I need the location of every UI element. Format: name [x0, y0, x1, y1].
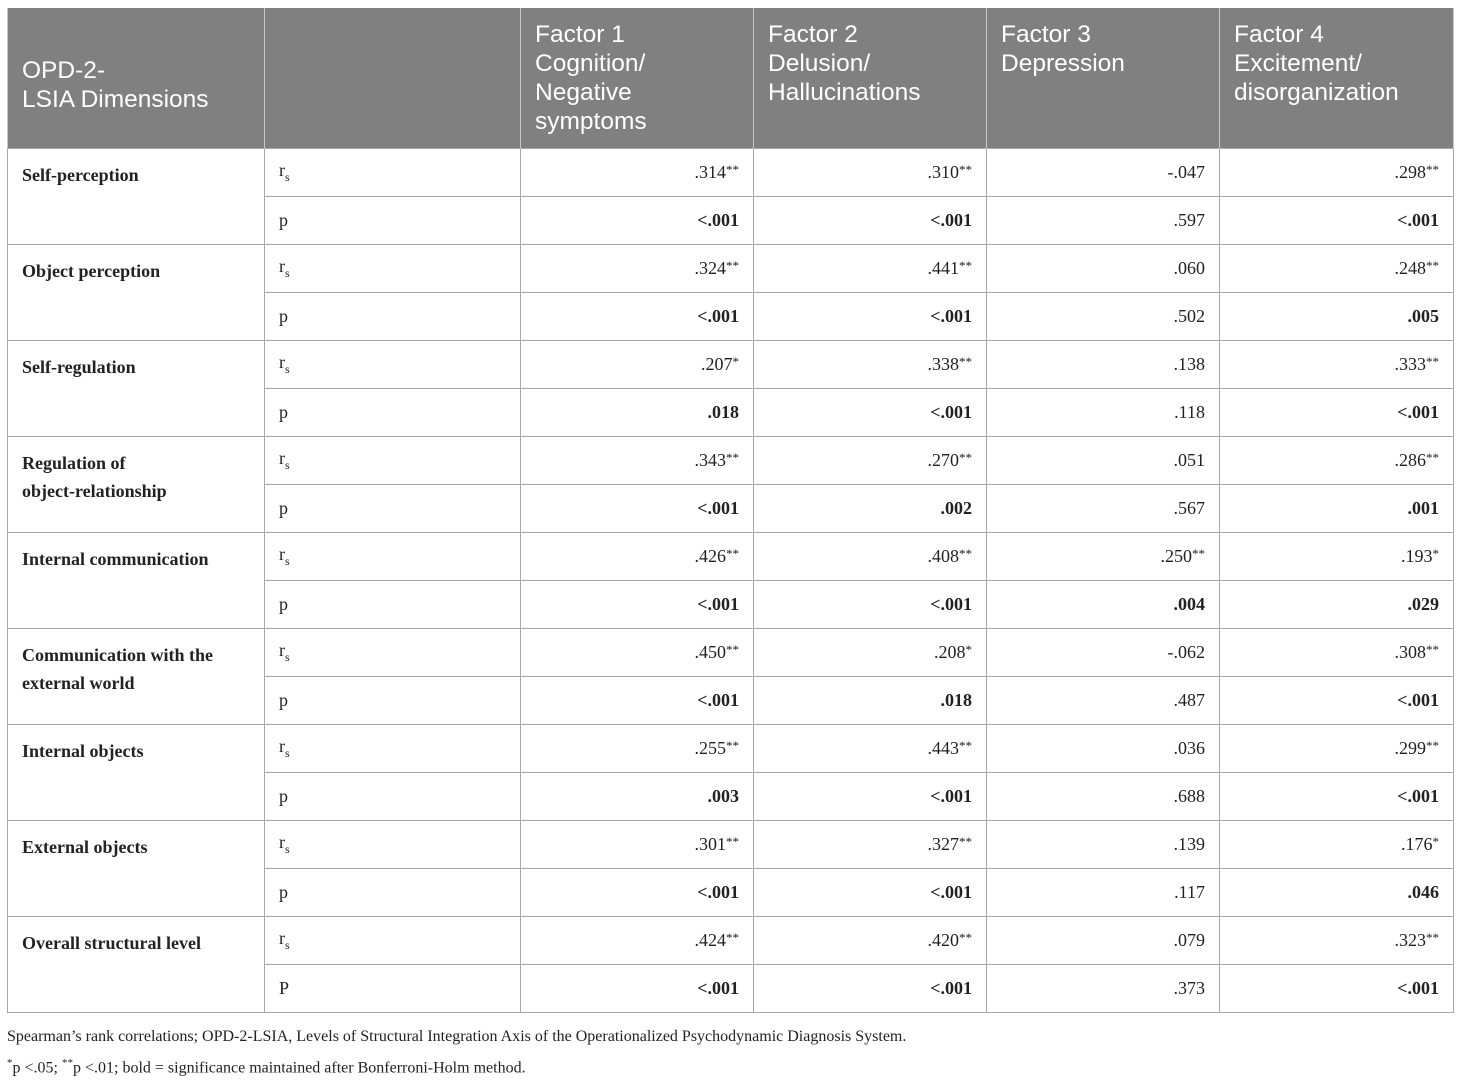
correlation-value	[1220, 821, 1454, 869]
correlation-value	[754, 917, 987, 965]
correlation-value	[987, 437, 1220, 485]
correlation-value	[754, 725, 987, 773]
column-header-3	[754, 8, 987, 149]
dimension-label	[8, 533, 265, 629]
correlation-value	[754, 437, 987, 485]
dimension-label-line: Self-perception	[22, 165, 139, 185]
correlation-number: .324	[694, 258, 726, 278]
dimension-label	[8, 821, 265, 917]
p-value: .003	[521, 773, 754, 821]
column-header-line: Factor 1	[535, 21, 625, 48]
significance-marker: **	[959, 354, 972, 369]
footnote-line-1: Spearman’s rank correlations; OPD-2-LSIA, Levels of Structural Integration Axis of the Operationalized Psychodynamic Diagnosis System.	[7, 1028, 907, 1045]
correlation-value	[987, 149, 1220, 197]
significance-marker: **	[1426, 930, 1439, 945]
correlation-number: .441	[927, 258, 959, 278]
significance-marker: *	[1432, 834, 1439, 849]
p-value: <.001	[521, 197, 754, 245]
column-header-line: OPD-2-	[22, 57, 106, 84]
table-row	[8, 725, 1454, 773]
correlation-value	[987, 245, 1220, 293]
statistic-symbol: r	[279, 736, 285, 756]
correlation-number: .426	[694, 546, 726, 566]
correlation-value	[521, 245, 754, 293]
dimension-label-line: Internal objects	[22, 741, 144, 761]
statistic-label-p: p	[265, 197, 521, 245]
table-row	[8, 629, 1454, 677]
correlation-number: .036	[1173, 738, 1205, 758]
correlation-number: .323	[1394, 930, 1426, 950]
correlation-number: .270	[927, 450, 959, 470]
dimension-label-line: External objects	[22, 837, 148, 857]
column-header-1	[265, 8, 521, 149]
correlation-number: .193	[1401, 546, 1433, 566]
statistic-label-rs	[265, 149, 521, 197]
correlation-value	[521, 725, 754, 773]
correlation-number: .338	[927, 354, 959, 374]
correlation-value	[754, 245, 987, 293]
column-header-4	[987, 8, 1220, 149]
correlation-value	[521, 341, 754, 389]
correlation-number: .250	[1160, 546, 1192, 566]
correlation-value	[987, 341, 1220, 389]
correlation-number: .138	[1173, 354, 1205, 374]
correlation-value	[1220, 725, 1454, 773]
correlation-value	[1220, 629, 1454, 677]
correlation-number: .051	[1173, 450, 1205, 470]
p-value: <.001	[1220, 197, 1454, 245]
statistic-symbol: r	[279, 448, 285, 468]
significance-marker: **	[726, 738, 739, 753]
correlation-number: -.047	[1167, 162, 1205, 182]
column-header-0	[8, 8, 265, 149]
p-value: .018	[521, 389, 754, 437]
correlation-number: .420	[927, 930, 959, 950]
correlation-value	[987, 629, 1220, 677]
dimension-label-line: Regulation of	[22, 453, 126, 473]
table-row	[8, 437, 1454, 485]
column-header-line: LSIA Dimensions	[22, 86, 209, 113]
statistic-subscript: s	[285, 746, 290, 760]
significance-marker: **	[959, 450, 972, 465]
p-value: .004	[987, 581, 1220, 629]
column-header-line: Depression	[1001, 50, 1125, 77]
p-value: <.001	[754, 389, 987, 437]
p-value: <.001	[521, 869, 754, 917]
column-header-line: Hallucinations	[768, 79, 921, 106]
correlation-table-container	[7, 8, 1453, 1013]
correlation-value	[521, 437, 754, 485]
correlation-number: .208	[934, 642, 966, 662]
table-row	[8, 149, 1454, 197]
significance-marker: **	[726, 162, 739, 177]
statistic-label-rs	[265, 629, 521, 677]
statistic-label-rs	[265, 245, 521, 293]
p-value: .001	[1220, 485, 1454, 533]
statistic-label-p: p	[265, 869, 521, 917]
statistic-label-p: P	[265, 965, 521, 1013]
footnote-text-b: p <.01; bold = significance maintained after Bonferroni-Holm method.	[72, 1059, 526, 1077]
footnote-asterisk-2: **	[61, 1057, 73, 1069]
statistic-subscript: s	[285, 842, 290, 856]
dimension-label	[8, 245, 265, 341]
column-header-line: Factor 3	[1001, 21, 1091, 48]
significance-marker: **	[726, 546, 739, 561]
table-body	[8, 149, 1454, 1013]
dimension-label	[8, 725, 265, 821]
correlation-value	[521, 821, 754, 869]
correlation-number: .139	[1173, 834, 1205, 854]
correlation-number: .079	[1173, 930, 1205, 950]
correlation-number: .314	[694, 162, 726, 182]
column-header-line: Factor 4	[1234, 21, 1324, 48]
table-row	[8, 533, 1454, 581]
correlation-number: .343	[694, 450, 726, 470]
correlation-value	[754, 629, 987, 677]
p-value: <.001	[521, 581, 754, 629]
correlation-number: .424	[694, 930, 726, 950]
p-value: .117	[987, 869, 1220, 917]
p-value: <.001	[754, 965, 987, 1013]
correlation-value	[987, 533, 1220, 581]
correlation-number: -.062	[1167, 642, 1205, 662]
dimension-label-line: Communication with the	[22, 645, 214, 665]
significance-marker: *	[732, 354, 739, 369]
significance-marker: **	[959, 546, 972, 561]
correlation-value	[754, 341, 987, 389]
p-value: <.001	[1220, 389, 1454, 437]
statistic-symbol: r	[279, 544, 285, 564]
statistic-symbol: r	[279, 832, 285, 852]
p-value: <.001	[1220, 773, 1454, 821]
dimension-label	[8, 629, 265, 725]
correlation-value	[987, 917, 1220, 965]
footnote-line-2	[7, 1050, 906, 1081]
significance-marker: **	[959, 258, 972, 273]
significance-marker: **	[959, 738, 972, 753]
correlation-value	[1220, 245, 1454, 293]
footnote-asterisk-1: *	[7, 1057, 13, 1069]
correlation-number: .450	[694, 642, 726, 662]
correlation-number: .255	[694, 738, 726, 758]
significance-marker: **	[726, 834, 739, 849]
significance-marker: **	[726, 930, 739, 945]
p-value: <.001	[521, 485, 754, 533]
p-value: .018	[754, 677, 987, 725]
significance-marker: **	[1426, 738, 1439, 753]
column-header-5	[1220, 8, 1454, 149]
p-value: .118	[987, 389, 1220, 437]
statistic-label-p: p	[265, 581, 521, 629]
p-value: .487	[987, 677, 1220, 725]
p-value: <.001	[754, 197, 987, 245]
column-header-line: Excitement/	[1234, 50, 1362, 77]
dimension-label-line: external world	[22, 673, 135, 693]
p-value: <.001	[521, 293, 754, 341]
statistic-label-rs	[265, 725, 521, 773]
p-value: .688	[987, 773, 1220, 821]
correlation-number: .408	[927, 546, 959, 566]
correlation-value	[1220, 149, 1454, 197]
p-value: <.001	[754, 581, 987, 629]
column-header-line: Factor 2	[768, 21, 858, 48]
significance-marker: **	[1426, 354, 1439, 369]
statistic-subscript: s	[285, 554, 290, 568]
correlation-value	[1220, 341, 1454, 389]
statistic-label-p: p	[265, 293, 521, 341]
statistic-label-rs	[265, 917, 521, 965]
dimension-label	[8, 149, 265, 245]
significance-marker: **	[1192, 546, 1205, 561]
dimension-label-line: Object perception	[22, 261, 161, 281]
statistic-label-p: p	[265, 389, 521, 437]
p-value: .567	[987, 485, 1220, 533]
p-value: .005	[1220, 293, 1454, 341]
significance-marker: **	[726, 258, 739, 273]
correlation-number: .310	[927, 162, 959, 182]
table-header-row	[8, 8, 1454, 149]
correlation-number: .327	[927, 834, 959, 854]
significance-marker: **	[1426, 642, 1439, 657]
column-header-line: symptoms	[535, 108, 647, 135]
correlation-value	[1220, 917, 1454, 965]
correlation-number: .176	[1401, 834, 1433, 854]
correlation-value	[1220, 437, 1454, 485]
correlation-value	[521, 533, 754, 581]
correlation-number: .443	[927, 738, 959, 758]
statistic-symbol: r	[279, 352, 285, 372]
correlation-table	[7, 8, 1454, 1013]
statistic-subscript: s	[285, 650, 290, 664]
statistic-label-rs	[265, 437, 521, 485]
statistic-symbol: r	[279, 640, 285, 660]
statistic-symbol: r	[279, 928, 285, 948]
dimension-label	[8, 917, 265, 1013]
correlation-number: .298	[1394, 162, 1426, 182]
footnote-text-a: p <.05;	[12, 1059, 62, 1077]
column-header-2	[521, 8, 754, 149]
statistic-label-rs	[265, 533, 521, 581]
correlation-value	[521, 149, 754, 197]
statistic-label-p: p	[265, 485, 521, 533]
significance-marker: **	[726, 450, 739, 465]
column-header-line: Negative	[535, 79, 632, 106]
correlation-number: .248	[1394, 258, 1426, 278]
p-value: <.001	[754, 869, 987, 917]
column-header-line: disorganization	[1234, 79, 1399, 106]
statistic-subscript: s	[285, 170, 290, 184]
p-value: <.001	[754, 293, 987, 341]
statistic-subscript: s	[285, 362, 290, 376]
table-row	[8, 821, 1454, 869]
statistic-symbol: r	[279, 256, 285, 276]
correlation-number: .301	[694, 834, 726, 854]
significance-marker: **	[726, 642, 739, 657]
p-value: <.001	[754, 773, 987, 821]
correlation-value	[987, 821, 1220, 869]
dimension-label	[8, 341, 265, 437]
significance-marker: **	[959, 930, 972, 945]
p-value: .002	[754, 485, 987, 533]
column-header-line: Delusion/	[768, 50, 871, 77]
p-value: .597	[987, 197, 1220, 245]
p-value: .373	[987, 965, 1220, 1013]
p-value: .029	[1220, 581, 1454, 629]
correlation-number: .286	[1394, 450, 1426, 470]
significance-marker: *	[965, 642, 972, 657]
table-row	[8, 245, 1454, 293]
statistic-subscript: s	[285, 458, 290, 472]
column-header-line: Cognition/	[535, 50, 646, 77]
p-value: <.001	[521, 965, 754, 1013]
correlation-value	[754, 533, 987, 581]
correlation-number: .060	[1173, 258, 1205, 278]
correlation-number: .333	[1394, 354, 1426, 374]
p-value: <.001	[521, 677, 754, 725]
significance-marker: **	[1426, 258, 1439, 273]
correlation-value	[521, 629, 754, 677]
correlation-number: .308	[1394, 642, 1426, 662]
correlation-value	[521, 917, 754, 965]
statistic-label-p: p	[265, 773, 521, 821]
significance-marker: **	[959, 834, 972, 849]
statistic-label-p: p	[265, 677, 521, 725]
correlation-value	[1220, 533, 1454, 581]
dimension-label-line: object-relationship	[22, 481, 167, 501]
dimension-label-line: Overall structural level	[22, 933, 201, 953]
correlation-value	[754, 149, 987, 197]
statistic-label-rs	[265, 821, 521, 869]
statistic-subscript: s	[285, 938, 290, 952]
significance-marker: **	[959, 162, 972, 177]
p-value: .046	[1220, 869, 1454, 917]
correlation-number: .299	[1394, 738, 1426, 758]
table-row	[8, 341, 1454, 389]
significance-marker: **	[1426, 162, 1439, 177]
statistic-subscript: s	[285, 266, 290, 280]
correlation-number: .207	[701, 354, 733, 374]
p-value: <.001	[1220, 965, 1454, 1013]
significance-marker: *	[1432, 546, 1439, 561]
table-row	[8, 917, 1454, 965]
correlation-value	[754, 821, 987, 869]
dimension-label-line: Internal communication	[22, 549, 209, 569]
significance-marker: **	[1426, 450, 1439, 465]
dimension-label	[8, 437, 265, 533]
table-footnote	[7, 1024, 906, 1081]
p-value: <.001	[1220, 677, 1454, 725]
statistic-label-rs	[265, 341, 521, 389]
p-value: .502	[987, 293, 1220, 341]
dimension-label-line: Self-regulation	[22, 357, 136, 377]
statistic-symbol: r	[279, 160, 285, 180]
correlation-value	[987, 725, 1220, 773]
